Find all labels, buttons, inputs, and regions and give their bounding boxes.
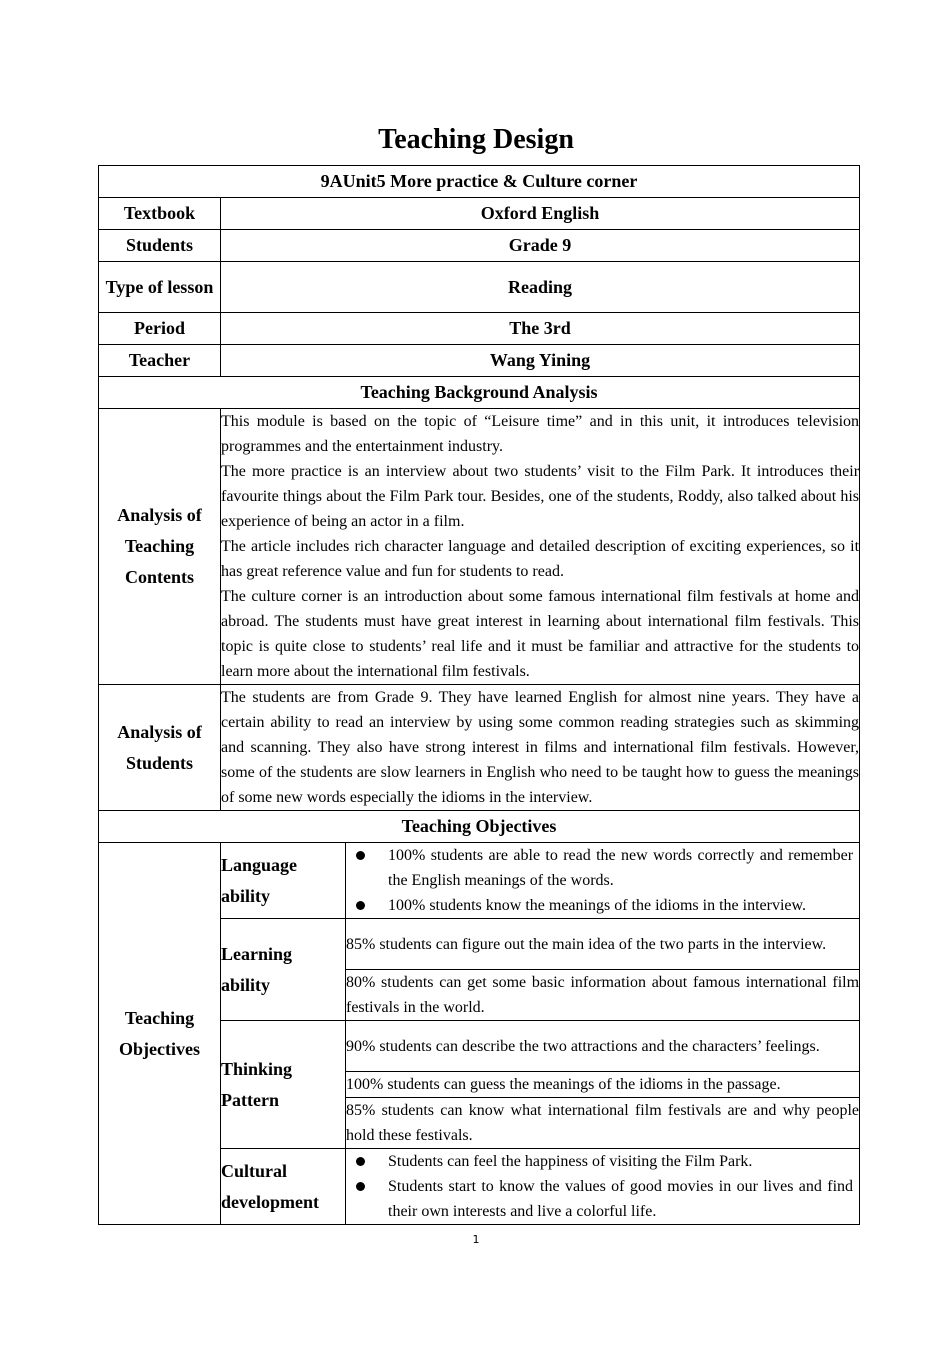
bullet-item: Students start to know the values of good movies in our lives and find their own interests and live a colorful life. [354,1174,853,1224]
teaching-design-table [98,165,860,1225]
teacher-label: Teacher [99,345,221,377]
unit-title: 9AUnit5 More practice & Culture corner [99,166,860,198]
objectives-label: Teaching Objectives [99,843,221,1225]
contents-analysis-body [221,409,860,685]
page-title: Teaching Design [378,124,574,155]
bullet-icon [356,1157,365,1166]
teacher-value: Wang Yining [221,345,860,377]
period-label: Period [99,313,221,345]
thinking-objective: 90% students can describe the two attractions and the characters’ feelings. [346,1021,860,1072]
cultural-development-label: Cultural development [221,1149,346,1225]
students-analysis-body: The students are from Grade 9. They have learned English for almost nine years. They have a certain ability to read an interview by using some common reading strategies such as skimming and scanning. They also have strong interest in films and international film festivals. However, some of the students are slow learners in English who need to be taught how to guess the meanings of some new words especially the idioms in the interview. [221,685,860,811]
textbook-value: Oxford English [221,198,860,230]
objectives-heading: Teaching Objectives [99,811,860,843]
period-value: The 3rd [221,313,860,345]
learning-ability-label: Learning ability [221,919,346,1021]
lesson-type-label: Type of lesson [99,262,221,313]
contents-paragraph: The culture corner is an introduction about some famous international film festivals at home and abroad. The students must have great interest in learning about international film festivals. This topic is quite close to students’ real life and it must be familiar and attractive for the students to learn more about the international film festivals. [221,588,860,680]
learning-objective: 85% students can figure out the main idea of the two parts in the interview. [346,919,860,970]
thinking-objective: 100% students can guess the meanings of the idioms in the passage. [346,1072,860,1098]
bullet-icon [356,1182,365,1191]
lesson-type-value: Reading [221,262,860,313]
bullet-icon [356,901,365,910]
textbook-label: Textbook [99,198,221,230]
background-heading: Teaching Background Analysis [99,377,860,409]
contents-analysis-label: Analysis of Teaching Contents [99,409,221,685]
learning-objective: 80% students can get some basic information about famous international film festivals in the world. [346,970,860,1021]
bullet-item: 100% students are able to read the new words correctly and remember the English meanings of the words. [354,843,853,893]
contents-paragraph: This module is based on the topic of “Leisure time” and in this unit, it introduces television programmes and the entertainment industry. [221,413,860,455]
page-number: 1 [472,1233,480,1246]
contents-paragraph: The article includes rich character language and detailed description of exciting experiences, so it has great reference value and fun for students to read. [221,538,860,580]
contents-paragraph: The more practice is an interview about two students’ visit to the Film Park. It introduces their favourite things about the Film Park tour. Besides, one of the students, Roddy, also talked about his experience of being an actor in a film. [221,463,860,530]
bullet-item: 100% students know the meanings of the idioms in the interview. [354,893,853,918]
cultural-development-items [346,1149,860,1225]
students-label: Students [99,230,221,262]
students-analysis-label: Analysis of Students [99,685,221,811]
students-value: Grade 9 [221,230,860,262]
bullet-icon [356,851,365,860]
language-ability-label: Language ability [221,843,346,919]
bullet-item: Students can feel the happiness of visiting the Film Park. [354,1149,853,1174]
language-ability-items [346,843,860,919]
thinking-pattern-label: Thinking Pattern [221,1021,346,1149]
thinking-objective: 85% students can know what international film festivals are and why people hold these festivals. [346,1098,860,1149]
